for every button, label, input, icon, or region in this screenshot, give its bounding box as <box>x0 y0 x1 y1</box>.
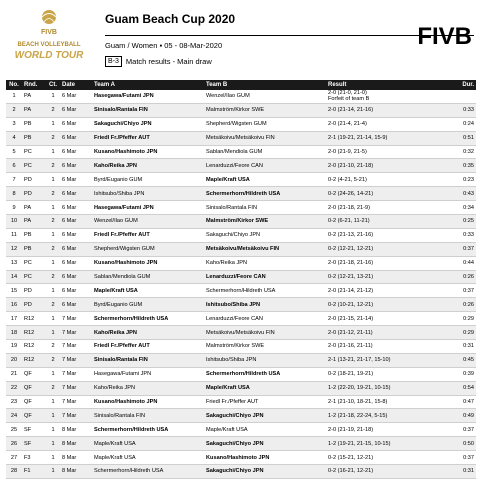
match-number-cell: 2 <box>6 103 22 117</box>
table-row <box>6 117 476 131</box>
team-b-cell: Malmström/Kirkor SWE <box>204 340 326 354</box>
court-cell: 2 <box>46 242 60 256</box>
date-cell: 6 Mar <box>60 256 92 270</box>
table-row <box>6 270 476 284</box>
court-cell: 1 <box>46 284 60 298</box>
table-row <box>6 437 476 451</box>
result-cell <box>326 90 441 103</box>
table-row <box>6 326 476 340</box>
team-a-cell: Byrd/Euganio GUM <box>92 173 204 187</box>
date-cell: 7 Mar <box>60 340 92 354</box>
round-cell: PD <box>22 298 46 312</box>
col-header-no: No. <box>6 80 22 90</box>
date-cell: 8 Mar <box>60 451 92 465</box>
team-b-cell: Schermerhorn/Hildreth USA <box>204 187 326 201</box>
court-cell: 1 <box>46 451 60 465</box>
duration-cell <box>441 90 476 103</box>
team-b-cell: Maple/Kraft USA <box>204 173 326 187</box>
team-a-cell: Kaho/Reika JPN <box>92 381 204 395</box>
match-number-cell: 17 <box>6 312 22 326</box>
date-cell: 8 Mar <box>60 465 92 479</box>
team-a-cell: Sablan/Mendiola GUM <box>92 270 204 284</box>
team-a-cell: Friedl Fr./Pfeffer AUT <box>92 340 204 354</box>
duration-cell: 0:51 <box>441 131 476 145</box>
duration-cell: 0:31 <box>441 340 476 354</box>
team-a-cell: Kaho/Reika JPN <box>92 159 204 173</box>
match-number-cell: 11 <box>6 228 22 242</box>
court-cell: 1 <box>46 437 60 451</box>
team-a-cell: Hasegawa/Futami JPN <box>92 367 204 381</box>
duration-cell: 0:35 <box>441 159 476 173</box>
table-row <box>6 284 476 298</box>
team-a-cell: Maple/Kraft USA <box>92 437 204 451</box>
match-number-cell: 8 <box>6 187 22 201</box>
result-cell: 2-0 (21-9, 21-5) <box>326 145 441 159</box>
team-a-cell: Schermerhorn/Hildreth USA <box>92 465 204 479</box>
team-a-cell: Kaho/Reika JPN <box>92 326 204 340</box>
round-cell: F3 <box>22 451 46 465</box>
date-cell: 6 Mar <box>60 187 92 201</box>
date-cell: 7 Mar <box>60 326 92 340</box>
date-cell: 7 Mar <box>60 381 92 395</box>
team-b-cell: Kusano/Hashimoto JPN <box>204 451 326 465</box>
col-header-duration: Dur. <box>441 80 476 90</box>
round-cell: F1 <box>22 465 46 479</box>
duration-cell: 0:34 <box>441 201 476 215</box>
round-cell: PD <box>22 284 46 298</box>
duration-cell: 0:29 <box>441 326 476 340</box>
team-b-cell: Sakaguchi/Chiyo JPN <box>204 228 326 242</box>
table-row <box>6 395 476 409</box>
team-b-cell: Lenarduzzi/Feore CAN <box>204 312 326 326</box>
date-cell: 8 Mar <box>60 423 92 437</box>
court-cell: 1 <box>46 395 60 409</box>
result-cell: 0-2 (6-21, 11-21) <box>326 215 441 229</box>
round-cell: PC <box>22 145 46 159</box>
result-cell: 2-0 (21-12, 21-11) <box>326 326 441 340</box>
team-b-cell: Ishitsubo/Shiba JPN <box>204 298 326 312</box>
round-cell: R12 <box>22 340 46 354</box>
team-b-cell: Metsäkoivu/Metsäkoivu FIN <box>204 242 326 256</box>
round-cell: QF <box>22 381 46 395</box>
date-cell: 6 Mar <box>60 284 92 298</box>
match-number-cell: 25 <box>6 423 22 437</box>
duration-cell: 0:23 <box>441 173 476 187</box>
result-cell: 0-2 (10-21, 12-21) <box>326 298 441 312</box>
table-row <box>6 103 476 117</box>
table-row <box>6 423 476 437</box>
match-number-cell: 24 <box>6 409 22 423</box>
team-a-cell: Hasegawa/Futami JPN <box>92 201 204 215</box>
report-title: Match results - Main draw <box>125 57 212 66</box>
court-cell: 2 <box>46 103 60 117</box>
court-cell: 1 <box>46 117 60 131</box>
round-cell: PD <box>22 187 46 201</box>
team-b-cell: Maple/Kraft USA <box>204 381 326 395</box>
table-row <box>6 465 476 479</box>
table-row <box>6 312 476 326</box>
date-cell: 6 Mar <box>60 298 92 312</box>
team-a-cell: Sakaguchi/Chiyo JPN <box>92 117 204 131</box>
court-cell: 2 <box>46 187 60 201</box>
round-cell: QF <box>22 367 46 381</box>
col-header-team-a: Team A <box>92 80 204 90</box>
report-code: B-3 <box>105 56 122 67</box>
result-cell: 2-0 (21-14, 21-16) <box>326 103 441 117</box>
team-b-cell: Friedl Fr./Pfeffer AUT <box>204 395 326 409</box>
round-cell: PB <box>22 242 46 256</box>
match-number-cell: 16 <box>6 298 22 312</box>
duration-cell: 0:39 <box>441 367 476 381</box>
table-row <box>6 215 476 229</box>
result-cell: 0-2 (12-21, 12-21) <box>326 242 441 256</box>
team-a-cell: Sinisalo/Rantala FIN <box>92 103 204 117</box>
table-row <box>6 242 476 256</box>
team-b-cell: Malmström/Kirkor SWE <box>204 215 326 229</box>
court-cell: 2 <box>46 353 60 367</box>
result-cell: 0-2 (16-21, 12-21) <box>326 465 441 479</box>
team-a-cell: Kusano/Hashimoto JPN <box>92 256 204 270</box>
round-cell: PC <box>22 159 46 173</box>
result-cell: 0-2 (24-26, 14-21) <box>326 187 441 201</box>
round-cell: SF <box>22 423 46 437</box>
duration-cell: 0:26 <box>441 270 476 284</box>
duration-cell: 0:37 <box>441 423 476 437</box>
match-number-cell: 4 <box>6 131 22 145</box>
team-a-cell: Schermerhorn/Hildreth USA <box>92 312 204 326</box>
duration-cell: 0:37 <box>441 451 476 465</box>
team-a-cell: Kusano/Hashimoto JPN <box>92 145 204 159</box>
court-cell: 1 <box>46 201 60 215</box>
team-a-cell: Maple/Kraft USA <box>92 284 204 298</box>
duration-cell: 0:31 <box>441 465 476 479</box>
team-b-cell: Malmström/Kirkor SWE <box>204 103 326 117</box>
round-cell: PB <box>22 131 46 145</box>
date-cell: 6 Mar <box>60 242 92 256</box>
match-number-cell: 19 <box>6 340 22 354</box>
duration-cell: 0:45 <box>441 353 476 367</box>
match-number-cell: 5 <box>6 145 22 159</box>
col-header-court: Ct. <box>46 80 60 90</box>
team-b-cell: Sablan/Mendiola GUM <box>204 145 326 159</box>
col-header-date: Date <box>60 80 92 90</box>
table-row <box>6 367 476 381</box>
result-cell: 0-2 (21-13, 21-16) <box>326 228 441 242</box>
event-subtitle: Guam / Women ▪ 05 - 08-Mar-2020 <box>105 41 223 50</box>
match-number-cell: 13 <box>6 256 22 270</box>
duration-cell: 0:49 <box>441 409 476 423</box>
result-cell: 1-2 (21-18, 22-24, 5-15) <box>326 409 441 423</box>
court-cell: 1 <box>46 423 60 437</box>
svg-text:FIVB: FIVB <box>41 29 57 36</box>
duration-cell: 0:32 <box>441 145 476 159</box>
date-cell: 6 Mar <box>60 228 92 242</box>
match-number-cell: 9 <box>6 201 22 215</box>
duration-cell: 0:37 <box>441 284 476 298</box>
table-row <box>6 353 476 367</box>
team-a-cell: Maple/Kraft USA <box>92 451 204 465</box>
team-a-cell: Shepherd/Wigsten GUM <box>92 242 204 256</box>
table-row <box>6 187 476 201</box>
svg-text:BEACH VOLLEYBALL: BEACH VOLLEYBALL <box>17 42 81 48</box>
team-a-cell: Sinisalo/Rantala FIN <box>92 409 204 423</box>
team-b-cell: Lenarduzzi/Feore CAN <box>204 159 326 173</box>
table-row <box>6 145 476 159</box>
court-cell: 1 <box>46 367 60 381</box>
beach-volleyball-world-tour-logo <box>6 6 92 66</box>
date-cell: 7 Mar <box>60 353 92 367</box>
team-a-cell: Friedl Fr./Pfeffer AUT <box>92 228 204 242</box>
court-cell: 2 <box>46 270 60 284</box>
round-cell: PA <box>22 103 46 117</box>
team-b-cell: Schermerhorn/Hildreth USA <box>204 367 326 381</box>
table-body <box>6 90 476 478</box>
court-cell: 1 <box>46 228 60 242</box>
duration-cell: 0:33 <box>441 228 476 242</box>
match-number-cell: 23 <box>6 395 22 409</box>
match-number-cell: 10 <box>6 215 22 229</box>
table-row <box>6 298 476 312</box>
match-number-cell: 1 <box>6 90 22 103</box>
duration-cell: 0:43 <box>441 187 476 201</box>
date-cell: 6 Mar <box>60 159 92 173</box>
col-header-team-b: Team B <box>204 80 326 90</box>
court-cell: 2 <box>46 159 60 173</box>
match-number-cell: 22 <box>6 381 22 395</box>
match-number-cell: 7 <box>6 173 22 187</box>
round-cell: SF <box>22 437 46 451</box>
result-cell: 2-1 (21-10, 18-21, 15-8) <box>326 395 441 409</box>
date-cell: 6 Mar <box>60 90 92 103</box>
court-cell: 1 <box>46 145 60 159</box>
duration-cell: 0:37 <box>441 242 476 256</box>
team-a-cell: Friedl Fr./Pfeffer AUT <box>92 131 204 145</box>
table-row <box>6 228 476 242</box>
date-cell: 6 Mar <box>60 270 92 284</box>
court-cell: 2 <box>46 298 60 312</box>
round-cell: PB <box>22 117 46 131</box>
result-cell: 0-2 (18-21, 19-21) <box>326 367 441 381</box>
table-header-row <box>6 80 476 90</box>
result-cell: 2-1 (19-21, 21-14, 15-9) <box>326 131 441 145</box>
court-cell: 1 <box>46 326 60 340</box>
round-cell: PC <box>22 270 46 284</box>
team-b-cell: Kaho/Reika JPN <box>204 256 326 270</box>
match-results-table <box>6 80 476 479</box>
date-cell: 8 Mar <box>60 437 92 451</box>
duration-cell: 0:33 <box>441 103 476 117</box>
team-a-cell: Schermerhorn/Hildreth USA <box>92 423 204 437</box>
round-cell: QF <box>22 409 46 423</box>
duration-cell: 0:50 <box>441 437 476 451</box>
match-number-cell: 26 <box>6 437 22 451</box>
duration-cell: 0:25 <box>441 215 476 229</box>
result-cell: 2-0 (21-15, 21-14) <box>326 312 441 326</box>
team-a-cell: Sinisalo/Rantala FIN <box>92 353 204 367</box>
match-number-cell: 3 <box>6 117 22 131</box>
match-number-cell: 6 <box>6 159 22 173</box>
team-b-cell: Shepherd/Wigsten GUM <box>204 117 326 131</box>
table-row <box>6 173 476 187</box>
court-cell: 2 <box>46 131 60 145</box>
table-row <box>6 340 476 354</box>
team-b-cell: Lenarduzzi/Feore CAN <box>204 270 326 284</box>
round-cell: PA <box>22 215 46 229</box>
report-code-row <box>105 56 212 67</box>
table-row <box>6 381 476 395</box>
duration-cell: 0:29 <box>441 312 476 326</box>
duration-cell: 0:24 <box>441 117 476 131</box>
duration-cell: 0:26 <box>441 298 476 312</box>
round-cell: PA <box>22 201 46 215</box>
result-score: 2-0 (21-0, 21-0) <box>328 90 367 97</box>
team-b-cell: Sakaguchi/Chiyo JPN <box>204 437 326 451</box>
svg-text:FIVB: FIVB <box>417 23 472 50</box>
result-cell: 2-0 (21-18, 21-9) <box>326 201 441 215</box>
fivb-logo <box>374 20 474 50</box>
result-cell: 0-2 (4-21, 5-21) <box>326 173 441 187</box>
round-cell: QF <box>22 395 46 409</box>
table-row <box>6 409 476 423</box>
team-a-cell: Hasegawa/Futami JPN <box>92 90 204 103</box>
court-cell: 1 <box>46 409 60 423</box>
round-cell: PC <box>22 256 46 270</box>
team-a-cell: Byrd/Euganio GUM <box>92 298 204 312</box>
result-cell: 1-2 (19-21, 21-15, 10-15) <box>326 437 441 451</box>
table-row <box>6 159 476 173</box>
match-number-cell: 27 <box>6 451 22 465</box>
date-cell: 7 Mar <box>60 312 92 326</box>
round-cell: R12 <box>22 353 46 367</box>
court-cell: 1 <box>46 173 60 187</box>
result-cell: 2-0 (21-18, 21-16) <box>326 256 441 270</box>
result-cell: 0-2 (12-21, 13-21) <box>326 270 441 284</box>
team-a-cell: Kusano/Hashimoto JPN <box>92 395 204 409</box>
team-b-cell: Sakaguchi/Chiyo JPN <box>204 465 326 479</box>
table-row <box>6 451 476 465</box>
result-cell: 1-2 (22-20, 19-21, 10-15) <box>326 381 441 395</box>
table-row <box>6 90 476 103</box>
match-number-cell: 20 <box>6 353 22 367</box>
match-number-cell: 21 <box>6 367 22 381</box>
court-cell: 1 <box>46 312 60 326</box>
page-title: Guam Beach Cup 2020 <box>105 12 236 26</box>
date-cell: 6 Mar <box>60 103 92 117</box>
col-header-round: Rnd. <box>22 80 46 90</box>
date-cell: 6 Mar <box>60 173 92 187</box>
date-cell: 6 Mar <box>60 201 92 215</box>
result-cell: 2-0 (21-10, 21-18) <box>326 159 441 173</box>
date-cell: 7 Mar <box>60 409 92 423</box>
col-header-result: Result <box>326 80 441 90</box>
table-row <box>6 131 476 145</box>
team-b-cell: Maple/Kraft USA <box>204 423 326 437</box>
team-b-cell: Sinisalo/Rantala FIN <box>204 201 326 215</box>
result-cell: 2-1 (13-21, 21-17, 15-10) <box>326 353 441 367</box>
table-row <box>6 201 476 215</box>
court-cell: 1 <box>46 256 60 270</box>
match-number-cell: 14 <box>6 270 22 284</box>
duration-cell: 0:44 <box>441 256 476 270</box>
date-cell: 7 Mar <box>60 367 92 381</box>
court-cell: 2 <box>46 340 60 354</box>
match-number-cell: 12 <box>6 242 22 256</box>
result-note: Forfeit of team B <box>328 96 370 103</box>
result-cell: 2-0 (21-14, 21-12) <box>326 284 441 298</box>
court-cell: 2 <box>46 215 60 229</box>
round-cell: R12 <box>22 326 46 340</box>
result-cell: 0-2 (15-21, 12-21) <box>326 451 441 465</box>
court-cell: 2 <box>46 381 60 395</box>
result-cell: 2-0 (21-4, 21-4) <box>326 117 441 131</box>
round-cell: PA <box>22 90 46 103</box>
date-cell: 6 Mar <box>60 145 92 159</box>
match-number-cell: 18 <box>6 326 22 340</box>
team-a-cell: Ishitsubo/Shiba JPN <box>92 187 204 201</box>
svg-text:WORLD TOUR: WORLD TOUR <box>14 50 84 61</box>
date-cell: 6 Mar <box>60 117 92 131</box>
date-cell: 7 Mar <box>60 395 92 409</box>
round-cell: PB <box>22 228 46 242</box>
result-cell: 2-0 (21-19, 21-18) <box>326 423 441 437</box>
team-b-cell: Sakaguchi/Chiyo JPN <box>204 409 326 423</box>
round-cell: PD <box>22 173 46 187</box>
team-b-cell: Ishitsubo/Shiba JPN <box>204 353 326 367</box>
duration-cell: 0:54 <box>441 381 476 395</box>
team-a-cell: Wenzel/Ilao GUM <box>92 215 204 229</box>
duration-cell: 0:47 <box>441 395 476 409</box>
result-cell: 2-0 (21-16, 21-11) <box>326 340 441 354</box>
team-b-cell: Metsäkoivu/Metsäkoivu FIN <box>204 131 326 145</box>
date-cell: 6 Mar <box>60 215 92 229</box>
team-b-cell: Wenzel/Ilao GUM <box>204 90 326 103</box>
team-b-cell: Metsäkoivu/Metsäkoivu FIN <box>204 326 326 340</box>
round-cell: R12 <box>22 312 46 326</box>
match-number-cell: 15 <box>6 284 22 298</box>
court-cell: 1 <box>46 465 60 479</box>
match-number-cell: 28 <box>6 465 22 479</box>
court-cell: 1 <box>46 90 60 103</box>
team-b-cell: Schermerhorn/Hildreth USA <box>204 284 326 298</box>
table-row <box>6 256 476 270</box>
date-cell: 6 Mar <box>60 131 92 145</box>
